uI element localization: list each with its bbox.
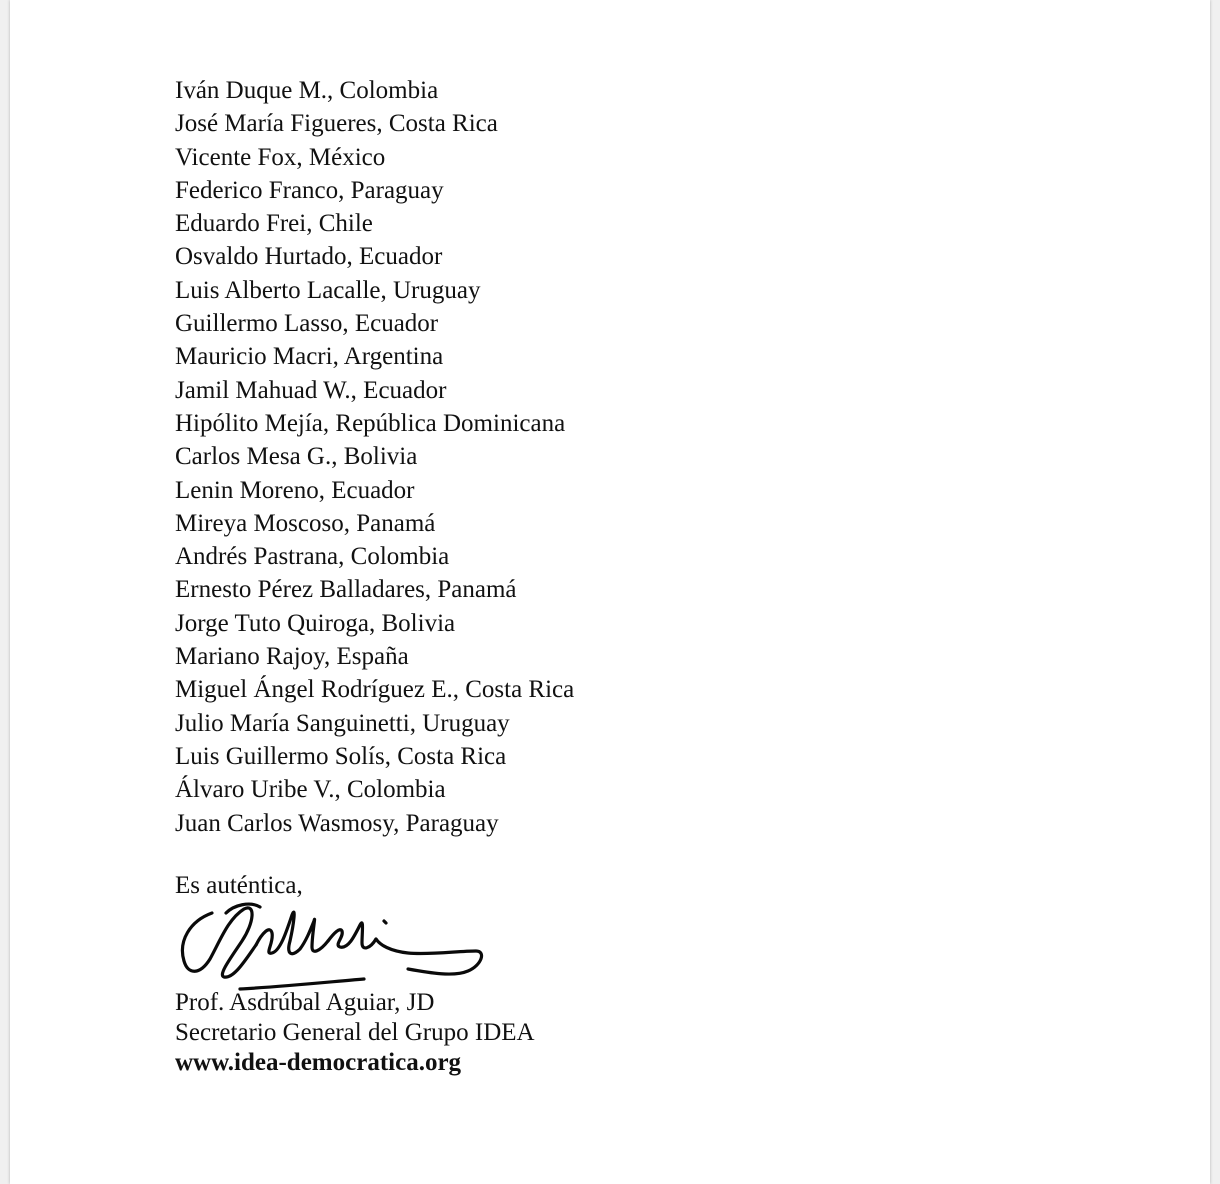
- signatory-item: Andrés Pastrana, Colombia: [175, 543, 450, 571]
- signatory-item: Mireya Moscoso, Panamá: [175, 509, 436, 537]
- letter-body: [175, 74, 574, 901]
- signatory-item: Carlos Mesa G., Bolivia: [175, 443, 418, 471]
- document-page: [10, 0, 1210, 1184]
- signer-title: Secretario General del Grupo IDEA: [175, 1019, 535, 1046]
- signatory-item: Ernesto Pérez Balladares, Panamá: [175, 576, 517, 604]
- signatory-item: José María Figueres, Costa Rica: [175, 110, 498, 138]
- signatory-item: Julio María Sanguinetti, Uruguay: [175, 709, 510, 737]
- website-link[interactable]: www.idea-democratica.org: [175, 1049, 462, 1076]
- signatory-item: Luis Guillermo Solís, Costa Rica: [175, 742, 507, 770]
- signatory-item: Iván Duque M., Colombia: [175, 77, 439, 104]
- signer-name: Prof. Asdrúbal Aguiar, JD: [175, 989, 435, 1016]
- signatory-item: Federico Franco, Paraguay: [175, 176, 444, 204]
- signatory-item: Jorge Tuto Quiroga, Bolivia: [175, 609, 456, 637]
- signatory-list: [175, 74, 574, 840]
- signatory-item: Mariano Rajoy, España: [175, 643, 409, 671]
- handwritten-signature: [168, 893, 488, 1003]
- signatory-item: Luis Alberto Lacalle, Uruguay: [175, 276, 481, 304]
- signatory-item: Mauricio Macri, Argentina: [175, 343, 444, 371]
- signatory-item: Juan Carlos Wasmosy, Paraguay: [175, 809, 499, 837]
- signatory-item: Álvaro Uribe V., Colombia: [175, 776, 446, 804]
- signatory-item: Guillermo Lasso, Ecuador: [175, 310, 439, 338]
- signatory-item: Jamil Mahuad W., Ecuador: [175, 376, 447, 404]
- signer-block: [175, 988, 535, 1078]
- signatory-item: Hipólito Mejía, República Dominicana: [175, 409, 566, 437]
- signatory-item: Osvaldo Hurtado, Ecuador: [175, 243, 443, 271]
- closing-line: Es auténtica,: [175, 871, 303, 899]
- signatory-item: Lenin Moreno, Ecuador: [175, 476, 415, 504]
- signatory-item: Vicente Fox, México: [175, 143, 386, 171]
- signatory-item: Miguel Ángel Rodríguez E., Costa Rica: [175, 676, 575, 704]
- signatory-item: Eduardo Frei, Chile: [175, 210, 373, 238]
